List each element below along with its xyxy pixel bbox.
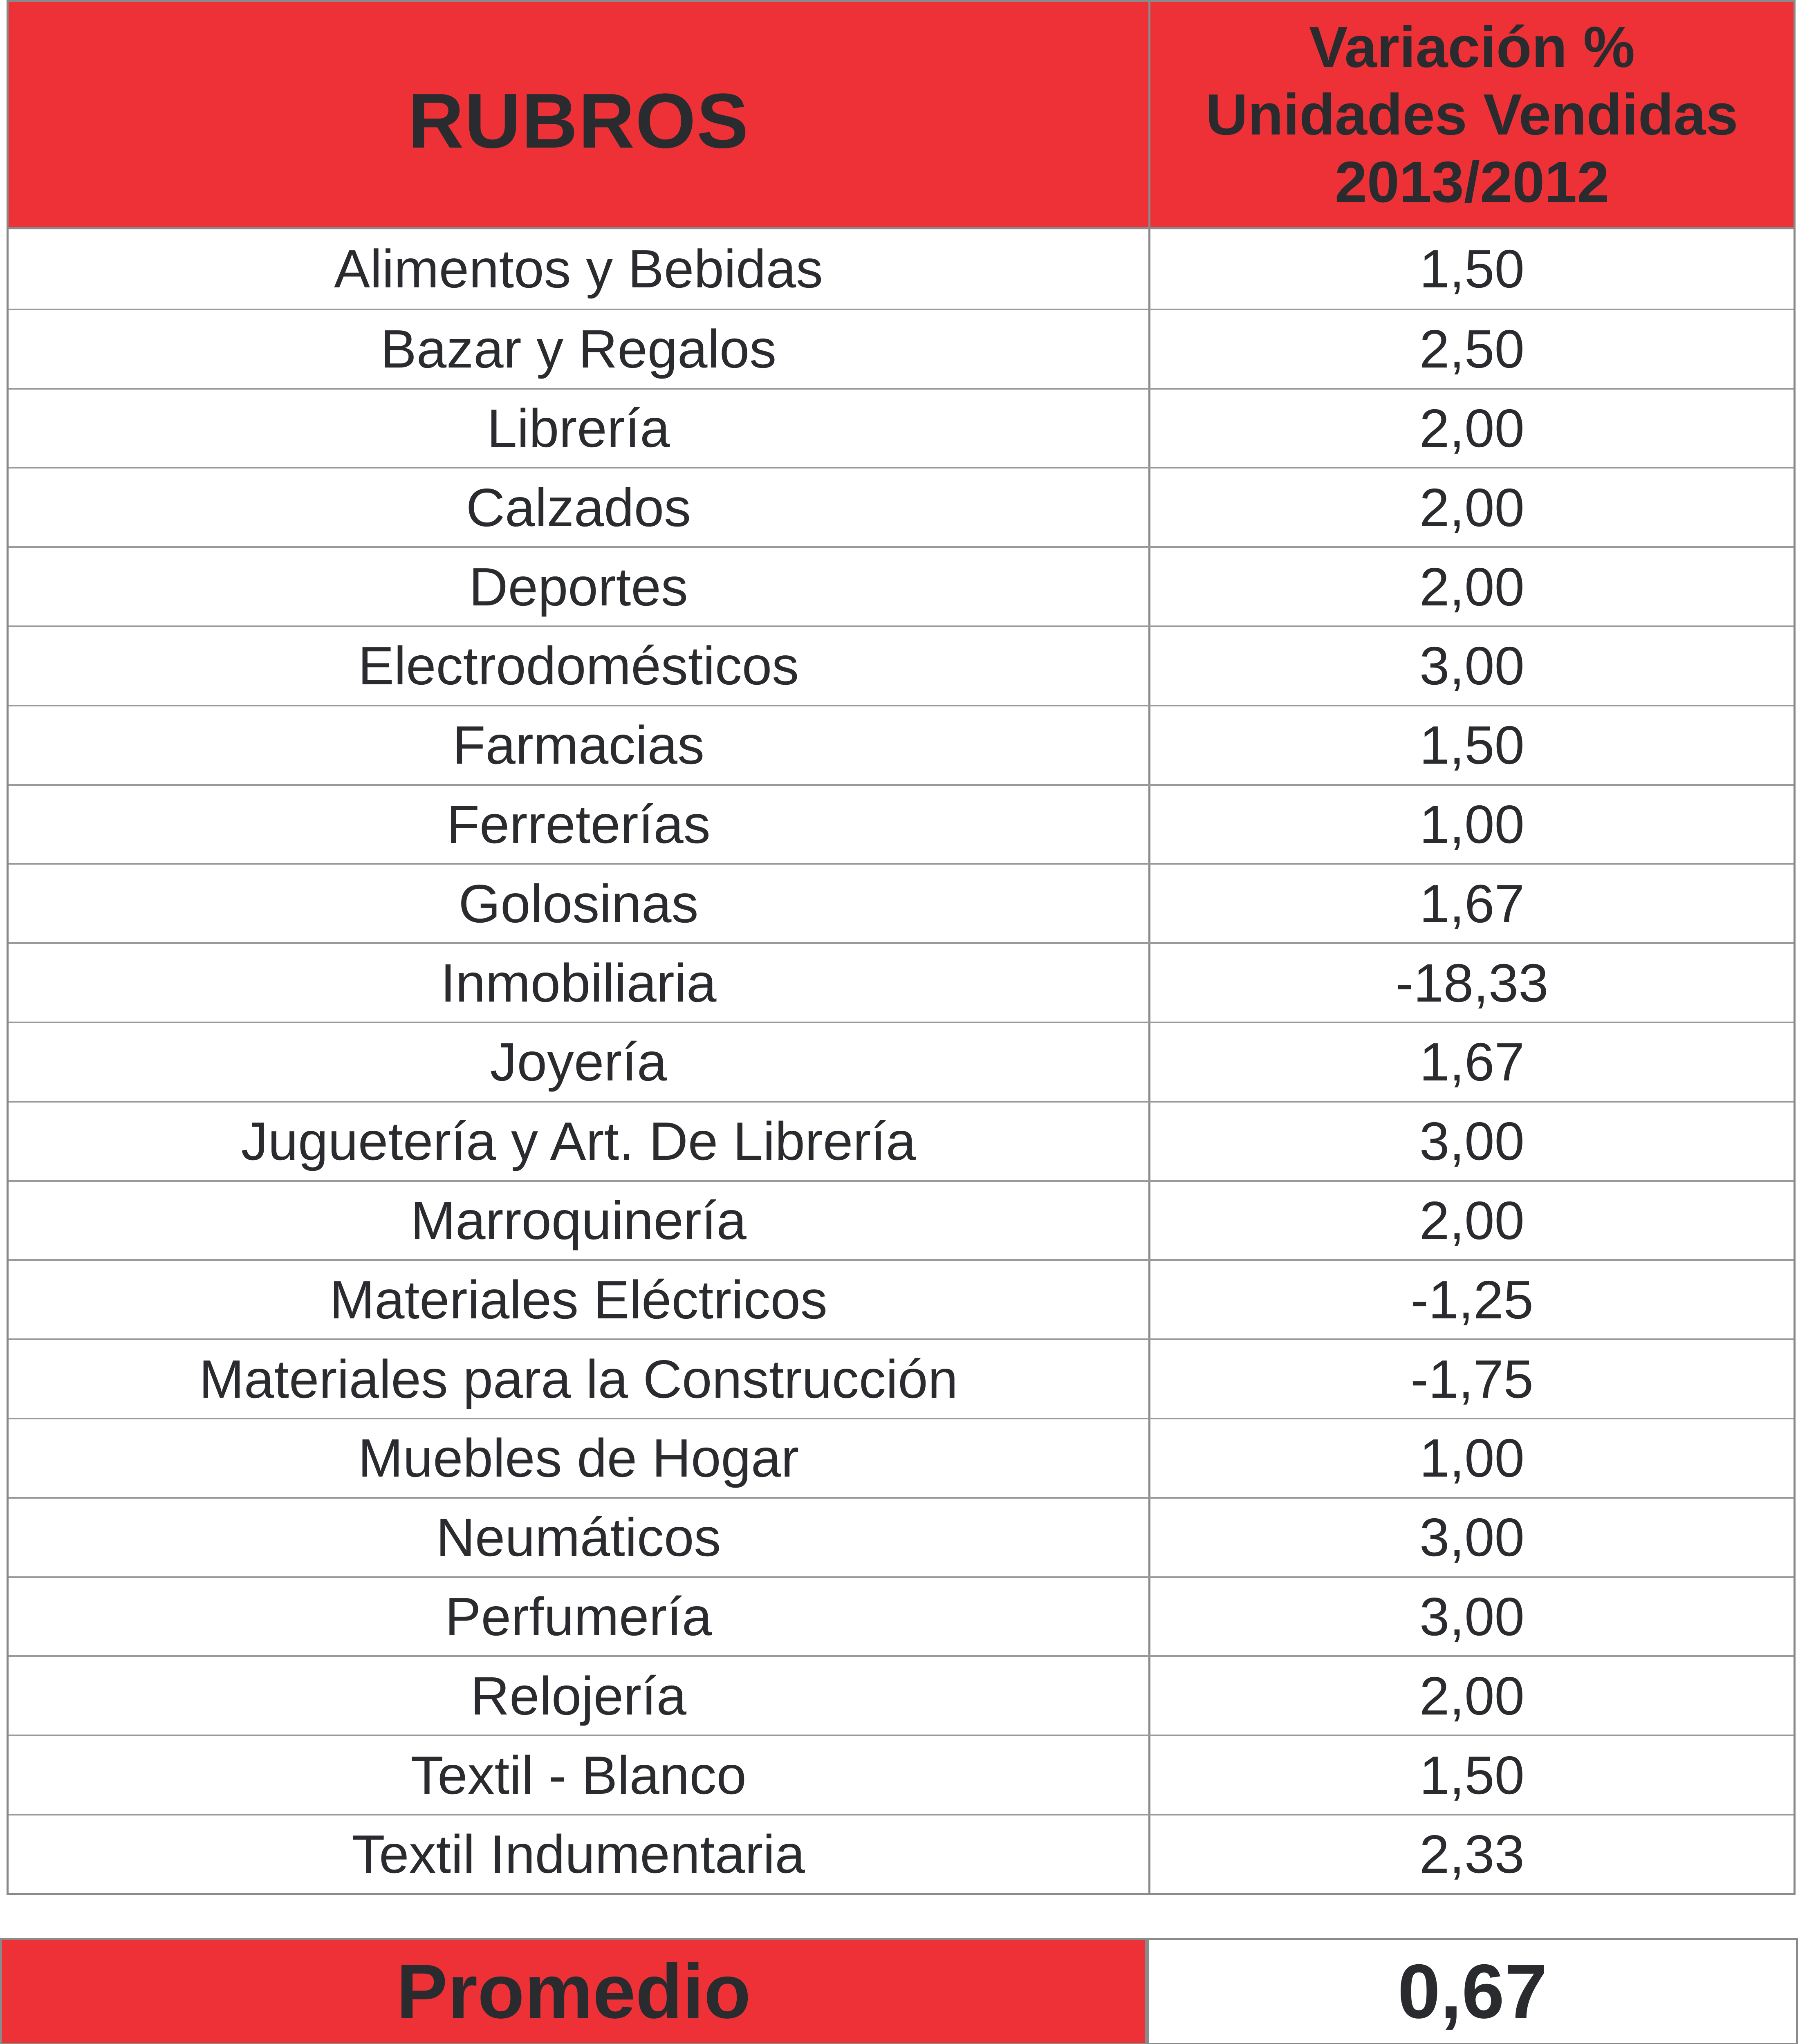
variacion-cell: 1,50 xyxy=(1419,715,1524,775)
variacion-cell: 2,00 xyxy=(1419,556,1524,617)
table-row xyxy=(9,1101,1794,1180)
variacion-cell: -18,33 xyxy=(1395,953,1549,1013)
variacion-cell: 2,00 xyxy=(1419,1665,1524,1726)
rubro-cell: Relojería xyxy=(9,1657,1150,1735)
rubro-cell: Materiales para la Construcción xyxy=(9,1340,1150,1418)
table-row xyxy=(9,1576,1794,1656)
variacion-cell: 1,50 xyxy=(1419,239,1524,299)
variacion-cell: 3,00 xyxy=(1419,1507,1524,1568)
variacion-cell: 1,00 xyxy=(1419,794,1524,854)
table-body xyxy=(9,229,1794,1893)
rubro-cell: Bazar y Regalos xyxy=(9,310,1150,388)
variacion-cell: 1,00 xyxy=(1419,1428,1524,1488)
table-row xyxy=(9,1259,1794,1338)
variacion-cell: 3,00 xyxy=(1419,1586,1524,1647)
rubro-cell: Ferreterías xyxy=(9,786,1150,863)
rubro-cell: Farmacias xyxy=(9,706,1150,784)
table-row xyxy=(9,784,1794,863)
table-row xyxy=(9,1655,1794,1735)
table-row xyxy=(9,1180,1794,1260)
variacion-cell: 2,00 xyxy=(1419,1190,1524,1251)
rubro-cell: Librería xyxy=(9,390,1150,467)
table-row xyxy=(9,309,1794,388)
rubro-cell: Joyería xyxy=(9,1023,1150,1101)
table-row xyxy=(9,467,1794,546)
rubro-cell: Textil - Blanco xyxy=(9,1736,1150,1814)
rubro-cell: Golosinas xyxy=(9,865,1150,942)
rubro-cell: Materiales Eléctricos xyxy=(9,1261,1150,1338)
rubro-cell: Textil Indumentaria xyxy=(9,1815,1150,1893)
rubro-cell: Alimentos y Bebidas xyxy=(9,229,1150,309)
header-variacion-line: Variación % xyxy=(1309,15,1635,80)
table-row xyxy=(9,1814,1794,1893)
rubro-cell: Neumáticos xyxy=(9,1499,1150,1576)
header-variacion xyxy=(1150,2,1794,227)
table-row xyxy=(9,546,1794,625)
variacion-cell: 3,00 xyxy=(1419,1111,1524,1172)
header-variacion-line: Unidades Vendidas xyxy=(1206,82,1738,147)
table-row xyxy=(9,1735,1794,1814)
promedio-value: 0,67 xyxy=(1147,1938,1798,2044)
header-rubros: RUBROS xyxy=(9,2,1150,227)
variacion-cell: 3,00 xyxy=(1419,636,1524,696)
variacion-cell: -1,75 xyxy=(1410,1349,1533,1409)
table-row xyxy=(9,1022,1794,1101)
table-header xyxy=(9,2,1794,229)
variacion-cell: -1,25 xyxy=(1410,1269,1533,1330)
rubro-cell: Calzados xyxy=(9,468,1150,546)
header-variacion-line: 2013/2012 xyxy=(1334,150,1610,215)
rubro-cell: Inmobiliaria xyxy=(9,944,1150,1022)
rubro-cell: Marroquinería xyxy=(9,1182,1150,1260)
rubro-cell: Juguetería y Art. De Librería xyxy=(9,1103,1150,1180)
table-row xyxy=(9,229,1794,309)
variacion-cell: 2,50 xyxy=(1419,319,1524,379)
variacion-cell: 2,00 xyxy=(1419,477,1524,538)
table-row xyxy=(9,388,1794,467)
table-row xyxy=(9,1497,1794,1576)
rubro-cell: Muebles de Hogar xyxy=(9,1419,1150,1497)
promedio-row xyxy=(0,1938,1798,2044)
table-row xyxy=(9,1418,1794,1497)
table-row xyxy=(9,1338,1794,1418)
table-row xyxy=(9,942,1794,1022)
table-row xyxy=(9,625,1794,705)
variacion-cell: 1,67 xyxy=(1419,1032,1524,1092)
variacion-cell: 2,33 xyxy=(1419,1824,1524,1885)
table-row xyxy=(9,863,1794,942)
rubros-table xyxy=(7,0,1796,1895)
rubro-cell: Deportes xyxy=(9,548,1150,625)
table-row xyxy=(9,705,1794,784)
variacion-cell: 1,67 xyxy=(1419,873,1524,934)
variacion-cell: 2,00 xyxy=(1419,398,1524,458)
promedio-label: Promedio xyxy=(0,1938,1147,2044)
variacion-cell: 1,50 xyxy=(1419,1745,1524,1805)
rubro-cell: Electrodomésticos xyxy=(9,627,1150,705)
rubro-cell: Perfumería xyxy=(9,1578,1150,1656)
